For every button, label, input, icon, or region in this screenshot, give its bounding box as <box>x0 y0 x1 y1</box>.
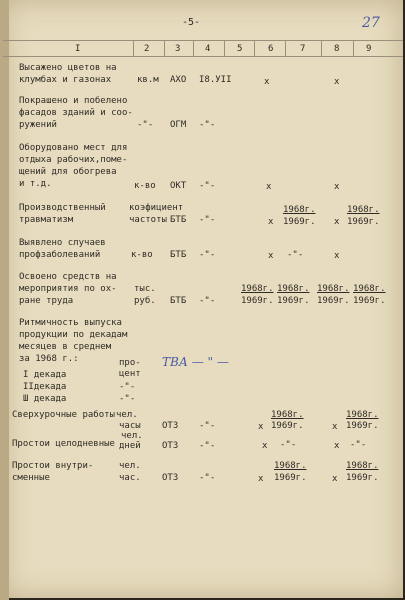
year-1968: 1968г. <box>277 284 310 294</box>
row-label-line: Простои целодневные <box>12 439 115 449</box>
row-responsible: АХО <box>170 75 187 85</box>
ditto-mark: -"- <box>287 250 304 260</box>
year-1969: 1969г. <box>283 217 316 227</box>
row-date: -"- <box>199 473 216 483</box>
row-date: -"- <box>199 215 216 225</box>
row-label-line: профзаболеваний <box>19 250 101 260</box>
row-date: -"- <box>199 181 216 191</box>
year-1968: 1968г. <box>271 410 304 420</box>
sub-item: Ш декада <box>23 394 67 404</box>
year-1968: 1968г. <box>347 205 380 215</box>
row-unit: тыс. <box>134 284 156 294</box>
row-responsible: БТБ <box>170 250 187 260</box>
row-mark: x <box>334 217 340 227</box>
row-unit: коэфициент <box>129 203 184 213</box>
ditto-mark: -"- <box>280 440 297 450</box>
row-responsible: БТБ <box>170 215 187 225</box>
year-1969: 1969г. <box>274 473 307 483</box>
header-col-6: 6 <box>268 44 274 54</box>
row-label-line: за 1968 г.: <box>19 354 79 364</box>
header-col-7: 7 <box>300 44 306 54</box>
row-unit: кв.м <box>137 75 159 85</box>
header-col-4: 4 <box>205 44 211 54</box>
year-1969: 1969г. <box>346 421 379 431</box>
row-date: -"- <box>199 296 216 306</box>
header-col-8: 8 <box>334 44 340 54</box>
row-responsible: ОКТ <box>170 181 187 191</box>
col-divider <box>321 40 322 57</box>
row-unit: часы <box>119 421 141 431</box>
year-1969: 1969г. <box>353 296 386 306</box>
row-label-line: Ритмичность выпуска <box>19 318 122 328</box>
col-divider <box>133 40 134 57</box>
row-mark: x <box>332 474 338 484</box>
handwritten-note: ТВА — " — <box>162 355 229 369</box>
header-top-line <box>3 40 403 41</box>
row-unit: частоты <box>129 215 167 225</box>
header-col-2: 2 <box>144 44 150 54</box>
row-label-line: отдыха рабочих,поме- <box>19 155 128 165</box>
year-1968: 1968г. <box>274 461 307 471</box>
year-1968: 1968г. <box>283 205 316 215</box>
row-responsible: БТБ <box>170 296 187 306</box>
year-1969: 1969г. <box>347 217 380 227</box>
col-divider <box>193 40 194 57</box>
header-bottom-line <box>3 56 403 57</box>
row-label-line: Покрашено и побелено <box>19 96 128 106</box>
year-1968: 1968г. <box>346 461 379 471</box>
row-responsible: ОТЗ <box>162 421 179 431</box>
row-mark: x <box>334 182 340 192</box>
header-col-9: 9 <box>366 44 372 54</box>
row-label-line: мероприятия по ох- <box>19 284 117 294</box>
year-1968: 1968г. <box>346 410 379 420</box>
row-mark: x <box>264 77 270 87</box>
row-mark: x <box>268 217 274 227</box>
year-1969: 1969г. <box>317 296 350 306</box>
row-unit: чел. <box>119 461 141 471</box>
row-label-line: щений для обогрева <box>19 167 117 177</box>
col-divider <box>353 40 354 57</box>
row-mark: x <box>268 251 274 261</box>
row-date: -"- <box>199 421 216 431</box>
ditto-mark: -"- <box>119 394 136 404</box>
row-unit: цент <box>119 369 141 379</box>
sub-item: I декада <box>23 370 67 380</box>
ditto-mark: -"- <box>350 440 367 450</box>
row-unit: про- <box>119 358 141 368</box>
row-label-line: фасадов зданий и соо- <box>19 108 133 118</box>
row-mark: x <box>334 251 340 261</box>
row-date: I8.УII <box>199 75 232 85</box>
row-mark: x <box>266 182 272 192</box>
col-divider <box>285 40 286 57</box>
page-number: -5- <box>182 17 201 28</box>
row-label-line: Простои внутри- <box>12 461 94 471</box>
row-date: -"- <box>199 250 216 260</box>
header-col-5: 5 <box>237 44 243 54</box>
row-label-line: травматизм <box>19 215 74 225</box>
row-mark: x <box>334 441 340 451</box>
row-responsible: ОТЗ <box>162 441 179 451</box>
col-divider <box>254 40 255 57</box>
row-label-line: Производственный <box>19 203 106 213</box>
row-mark: x <box>262 441 268 451</box>
sub-item: IIдекада <box>23 382 67 392</box>
row-label-line: Освоено средств на <box>19 272 117 282</box>
col-divider <box>224 40 225 57</box>
row-label-line: Оборудовано мест для <box>19 143 128 153</box>
year-1969: 1969г. <box>277 296 310 306</box>
row-label-line: ране труда <box>19 296 74 306</box>
row-mark: x <box>334 77 340 87</box>
year-1969: 1969г. <box>271 421 304 431</box>
header-col-3: 3 <box>175 44 181 54</box>
row-mark: x <box>258 422 264 432</box>
row-date: -"- <box>199 120 216 130</box>
row-date: -"- <box>199 441 216 451</box>
row-label-line: месяцев в среднем <box>19 342 112 352</box>
ditto-mark: -"- <box>119 382 136 392</box>
row-label-line: Сверхурочные работы <box>12 410 115 420</box>
row-unit: дней <box>119 441 141 451</box>
row-label-line: Выявлено случаев <box>19 238 106 248</box>
header-col-1: I <box>75 44 81 54</box>
row-mark: x <box>332 422 338 432</box>
year-1968: 1968г. <box>241 284 274 294</box>
row-unit: чел. <box>121 431 143 441</box>
row-label-line: сменные <box>12 473 50 483</box>
year-1968: 1968г. <box>317 284 350 294</box>
row-label-line: Высажено цветов на <box>19 63 117 73</box>
row-unit: -"- <box>137 120 154 130</box>
year-1968: 1968г. <box>353 284 386 294</box>
row-unit: чел. <box>116 410 138 420</box>
binding-edge <box>0 0 9 600</box>
row-label-line: продукции по декадам <box>19 330 128 340</box>
row-unit: к-во <box>131 250 153 260</box>
row-label-line: ружений <box>19 120 57 130</box>
year-1969: 1969г. <box>241 296 274 306</box>
row-unit: час. <box>119 473 141 483</box>
row-label-line: клумбах и газонах <box>19 75 112 85</box>
row-responsible: ОТЗ <box>162 473 179 483</box>
year-1969: 1969г. <box>346 473 379 483</box>
row-unit: руб. <box>134 296 156 306</box>
row-label-line: и т.д. <box>19 179 52 189</box>
col-divider <box>164 40 165 57</box>
row-unit: к-во <box>134 181 156 191</box>
row-mark: x <box>258 474 264 484</box>
row-responsible: ОГМ <box>170 120 187 130</box>
handwritten-page-annotation: 27 <box>362 15 380 31</box>
